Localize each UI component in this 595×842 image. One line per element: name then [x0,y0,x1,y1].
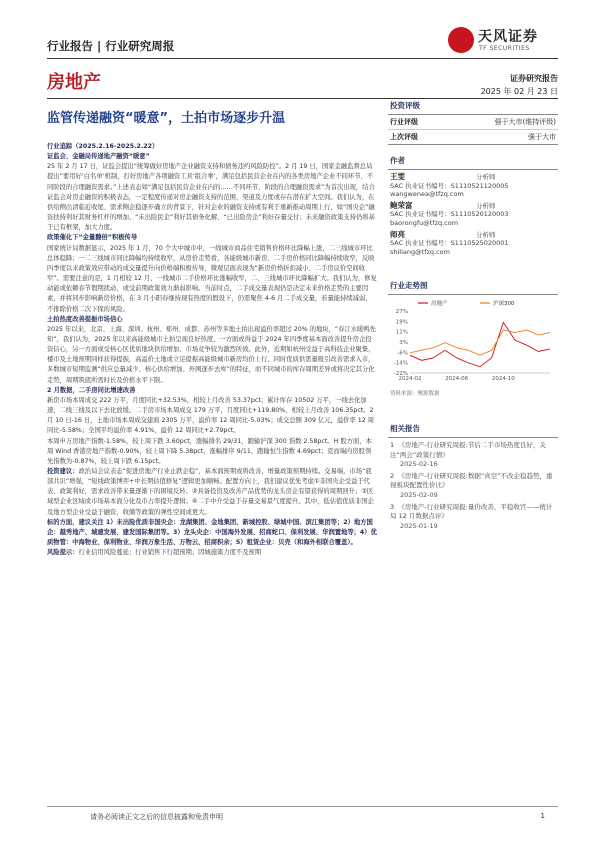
header-divider [47,58,558,59]
paragraph: 2025 年以来，北京、上海、深圳、杭州、郑州、成都、苏州等多地土拍出现溢价率超过 20% 的地块，“春江水暖鸭先知”，我们认为，2025 年以来高能级城市土拍呈现良好热度，一方面或得益于 2024 年四季度基本面改善提升房企投资信心，另一方面或受核心区优质地块供给增加、市场竞争较为激烈所致。此外，近期如杭州受益于高科技企业聚集，楼市及土地预期同样获得提振，高溢价土地或立足提振高能级城市新房均价上行，同时优质供需量吸引改善需求入市，多数城市短期监测“供应总量减少、核心供给增加、外围逐步去库”的特征，而不同城市的库存周期差异或将决定其分化走势，周期筑底所需时长及价格水平下限。 [47,325,376,384]
author-sac: SAC 执业证书编号：S1110520120003 [390,210,509,219]
author-role: 分析师 [476,201,496,210]
x-tick-label: 2024-02 [398,376,422,382]
y-tick-label: 19% [395,319,408,326]
author-title: 作者 [388,153,558,170]
paragraph: 新房市场本周成交 222 万平，月度同比+32.53%，相较上月改善 53.37pct；累计库存 10502 万平，一线去化加速，二线三线及以下去化放缓。二手房市场本周成交 179 万平，月度同比+119.80%，相较上月改善 106.35pct。2 月 10 日-16 日，土地市场本周成交建面 2305 万平，溢价率 12 周同比-5.03%；成交总额 309 亿元，溢价率 12 周同比-5.58%；全国平均溢价率 4.91%，溢价 12 周同比+2.79pct。 [47,396,375,435]
targets-lead: 标的方面，建议关注 1）未出险优质非国央企： [47,518,180,526]
prev-rating-label: 上次评级 [390,133,418,141]
footer-disclaimer: 请务必阅读正文之后的信息披露和免责申明 [90,813,223,821]
industry-title: 房地产 [47,72,101,93]
related-report[interactable] [388,441,558,470]
logo-icon [448,27,474,53]
related-date: 2025-02-16 [400,460,438,469]
author-role: 分析师 [476,230,496,239]
paragraph [47,548,377,558]
related-box [388,421,558,531]
rating-value: 强于大市(维持评级) [494,118,556,126]
rating-row [388,115,558,130]
y-tick-label: -22% [393,371,408,377]
author-email[interactable]: shiliang@tfzq.com [390,247,450,256]
track-heading: 行业追踪（2025.2.16-2025.2.22） [47,143,159,150]
paragraph: 本周申万房地产指数-1.58%，较上周下跌 3.60pct，涨幅排名 29/31，跑输沪深 300 指数 2.58pct。H 股方面，本周 Wind 香港房地产指数-0.90%，较上周下降 5.38pct，涨幅排序 9/11，跑输恒生指数 4.69pct；克而瑞内房股领先指数为-0.87%，较上周下跌 6.15pct。 [47,437,372,465]
author-email[interactable]: wangwenea@tfzq.com [390,190,464,199]
author-sac: SAC 执业证书编号：S1110521120005 [390,181,509,190]
y-tick-label: -6% [397,350,408,357]
footer-divider [47,806,558,807]
author-entry [388,231,558,257]
header-title: 行业报告 | 行业研究周报 [47,39,175,53]
paragraph: 25 年 2 月 17 日，证监会提出“统筹做好房地产企业融资支持和债务违约风险防控”。2 月 19 日，国家金融监督总局提出“要用好‘白名单’机制，打好房地产各项融资工具‘组合拳’，满足包括民营企业在内的各类房地产企业不同环节、不同阶段的合理融资需求。”上述表态如“满足包括民营企业在内的……不同环节、阶段的合理融资需求”为首次出现，结合证监会对房企融资的积极表态，一定程度传递对房企融资支持的范围、渠道及力度或存在潜在扩大空间。我们认为，在供给侧出清临近收尾、需求侧企稳逐步确立的背景下，针对企业的融资支持或有利于重新推动周期上行，如“国央企”融资扶持利好其财务杠杆的增加、“未出险民企”利好其债务化解、“已出险房企”利好存量交付；未来融资政策支持仍将基于已有框架，加大力度。 [47,163,375,232]
author-role: 分析师 [476,173,496,181]
logo-name: 天风证券 [478,29,538,45]
report-date: 2025 年 02 月 23 日 [480,87,558,96]
related-index: 3 [390,502,395,511]
author-entry [388,202,558,228]
chart-source: 资料来源：聚源数据 [390,391,440,397]
paragraph [47,518,377,548]
series-line [410,322,550,366]
chart-title: 行业走势图 [388,278,558,295]
targets-text: 龙湖集团、金地集团、新城控股、绿城中国、滨江集团等；2）地方国企：越秀地产、城建发展、建发国际集团等。3）龙头央企：中国海外发展、招商蛇口、保利发展、华润置地等；4）优质物管：中海物业、保利物业、华润万象生活、万物云、招商积余；5）租赁企业：贝壳（和海外相联合覆盖）。 [47,518,377,547]
legend-label: 沪深300 [493,301,515,307]
author-entry [388,173,558,199]
risk-text: 行业信用风险蔓延；行业销售下行超预期；因城施策力度不及预期 [78,549,262,557]
author-name: 鲍荣富 [390,200,413,210]
rating-box [388,98,558,145]
y-tick-label: 3% [399,340,408,346]
section-heading: 证监会、金融局传递地产融资“暖意” [47,153,150,161]
y-tick-label: 11% [395,329,408,336]
related-text: 《房地产-行业研究周报:节后二手市场热度良好，关注“两会”政策行情》 [390,441,546,459]
risk-lead: 风险提示： [47,549,79,557]
trend-chart [388,295,558,385]
trend-chart-box [388,278,558,397]
logo-sub: TF SECURITIES [479,45,530,52]
y-tick-label: -14% [393,360,408,367]
related-index: 2 [390,471,395,480]
related-date: 2025-02-09 [400,490,438,499]
author-email[interactable]: baorongfu@tfzq.com [390,218,459,227]
section-heading: 政策催化下“金量翻倍”积极传导 [47,234,138,242]
related-text: 《房地产-行业研究周报:数据“真空”不改企稳趋势，重视板块配置性价比》 [390,471,553,490]
company-logo [448,24,558,60]
paragraph: 国家统计局数据显示，2025 年 1 月，70 个大中城市中，一线城市商品住宅销售价格环比降幅上涨，二三线城市环比总体稳降；一二三线城市同比降幅均持续收窄，从房价走势看，各能级城市新房、二手房价格同比降幅持续收窄，反映四季度以来政策效应带动的成交量提升向价格端积极传导，微观层面表现为“新房价格折扣减小、二手房议价空间收窄”。需要注意的是，1 月相较 12 月，一线城市二手价格环比涨幅收窄，二、三线城市环比降幅扩大。我们认为，修复动能或依赖春节假期扰动，或受前期政策效力渐弱影响。当前时点，二手成交量表现仍是决定未来价格走势的主要因素，并将同步影响新房价格，在 3 月小阳春继持现有热度的假设下，仍需聚焦 4-6 月二手成交量，若量能持续减弱，不排除价格二次下探的风险。 [47,244,377,313]
related-title: 相关报告 [388,421,558,438]
related-text: 《房地产-行业研究周报:量价改善，平稳收官——统计局 12 月数据点评》 [390,502,553,521]
paragraph [47,467,377,518]
rating-label: 行业评级 [390,118,418,126]
related-index: 1 [390,441,395,449]
authors-box [388,153,558,256]
rating-title: 投资评级 [388,98,558,115]
x-tick-label: 2024-06 [445,376,469,382]
body-content [47,142,377,558]
investment-lead: 投资建议： [47,468,79,475]
section-heading: 土拍热度改善提振市场信心 [47,315,123,323]
page-number: 1 [540,812,545,820]
section-heading: 2 月数据，二手房同比增速改善 [47,386,136,394]
author-name: 王雯 [390,172,405,181]
prev-rating-row [388,130,558,145]
report-type: 证券研究报告 [510,74,558,83]
related-date: 2025-01-19 [400,521,438,530]
author-sac: SAC 执业证书编号：S1110525020001 [390,239,509,248]
headline: 监管传递融资“暖意”，土拍市场逐步升温 [47,111,286,126]
series-line [410,330,550,355]
legend-label: 房地产 [431,301,448,307]
investment-text: 政治局会议表态“促进房地产行业止跌企稳”，基本面预期或将改善，增量政策预期持续。交易端，市场“底部共识”增强，“短线政策博弈+中长期估值修复”逻辑更加顺畅。配置方向上，我们建议优先考虑①非国央企受益于代表、政策利好，需求改善带来量逐渐下的困境反转；②具备投资及改善产品优势的龙头房企有望获得的周期回升；③区域型企业区域或市场基本面分化及市占率提升逻辑；④二手中介受益于存量交易景气度提升。其中，低估值优质非国企及地方型企业受益于融资、收储等政策的弹性空间或更大。 [47,468,374,516]
author-name: 师亮 [390,229,405,239]
related-report[interactable] [388,472,558,501]
prev-rating-value: 强于大市 [528,133,556,141]
y-tick-label: 27% [395,309,408,315]
related-report[interactable] [388,503,558,532]
x-tick-label: 2024-10 [491,376,515,382]
